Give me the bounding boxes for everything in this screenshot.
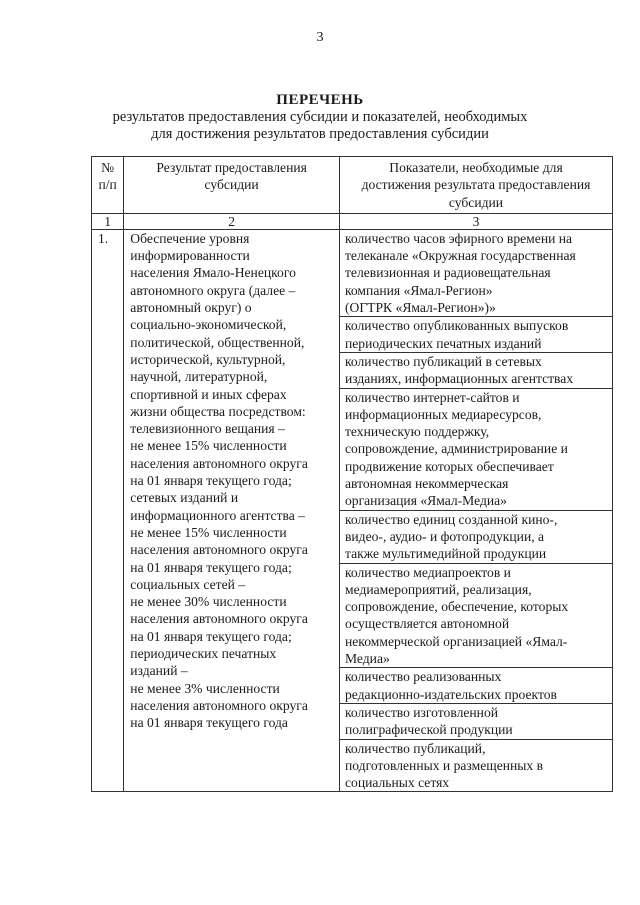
indicators-cell	[339, 229, 612, 792]
result-line: информационного агентства –	[130, 507, 305, 523]
header-result	[124, 157, 340, 214]
indicator-line: количество реализованных	[344, 669, 502, 685]
header-result-line: субсидии	[204, 177, 259, 193]
indicator-line: продвижение которых обеспечивает	[344, 458, 554, 474]
result-line: на 01 января текущего года;	[130, 559, 292, 575]
indicator-item	[340, 511, 612, 564]
table-row	[92, 229, 613, 792]
indicator-line: видео-, аудио- и фотопродукции, а	[344, 528, 545, 544]
indicator-line: компания «Ямал-Регион»	[344, 282, 493, 298]
result-line: на 01 января текущего года	[130, 715, 288, 731]
result-line: не менее 15% численности	[130, 524, 287, 540]
indicator-item	[340, 704, 612, 740]
result-line: населения автономного округа	[130, 697, 308, 713]
indicator-line: информационных медиаресурсов,	[344, 406, 542, 422]
indicator-line: изданиях, информационных агентствах	[344, 371, 574, 387]
indicator-line: Медиа»	[344, 651, 390, 667]
indicator-line: техническую поддержку,	[344, 424, 490, 440]
indicator-item	[340, 564, 612, 669]
indicator-line: сопровождение, администрирование и	[344, 441, 568, 457]
result-line: информированности	[130, 248, 250, 264]
indicator-line: периодических печатных изданий	[344, 335, 542, 351]
indicator-item	[340, 668, 612, 704]
indicator-line: количество часов эфирного времени на	[344, 230, 573, 246]
header-num-line: №	[101, 160, 115, 175]
result-line: автономного округа (далее –	[130, 282, 296, 298]
result-line: населения автономного округа	[130, 455, 308, 471]
result-line: населения автономного округа	[130, 542, 308, 558]
results-table	[91, 156, 613, 792]
indicator-line: редакционно-издательских проектов	[344, 686, 557, 702]
indicator-line: осуществляется автономной	[344, 616, 510, 632]
result-line: не менее 3% численности	[130, 680, 280, 696]
result-line: социально-экономической,	[130, 317, 287, 333]
header-indicators-line: достижения результата предоставления	[361, 177, 591, 193]
column-number: 3	[339, 213, 612, 229]
header-indicators-line: Показатели, необходимые для	[389, 160, 563, 175]
column-number: 2	[124, 213, 340, 229]
result-line: политической, общественной,	[130, 334, 305, 350]
subtitle-line: для достижения результатов предоставления субсидии	[151, 126, 489, 142]
indicator-line: также мультимедийной продукции	[344, 546, 547, 562]
result-line: социальных сетей –	[130, 576, 246, 592]
indicator-line: автономная некоммерческая	[344, 476, 509, 492]
indicator-line: полиграфической продукции	[344, 722, 513, 738]
header-result-line: Результат предоставления	[156, 160, 307, 175]
indicator-line: количество опубликованных выпусков	[344, 318, 569, 334]
header-num	[92, 157, 124, 214]
header-num-line: п/п	[98, 177, 117, 193]
indicator-line: количество интернет-сайтов и	[344, 389, 520, 405]
indicator-line: сопровождение, обеспечение, которых	[344, 599, 569, 615]
result-line: телевизионного вещания –	[130, 421, 285, 437]
result-line: на 01 января текущего года;	[130, 628, 292, 644]
indicator-line: количество изготовленной	[344, 704, 499, 720]
header-row	[92, 157, 613, 214]
indicator-line: (ОГТРК «Ямал-Регион»)»	[344, 300, 496, 316]
indicator-line: количество медиапроектов и	[344, 564, 511, 580]
result-line: Обеспечение уровня	[130, 230, 250, 246]
result-line: на 01 января текущего года;	[130, 473, 292, 489]
header-indicators	[339, 157, 612, 214]
indicator-line: организация «Ямал-Медиа»	[344, 493, 507, 509]
indicator-line: количество единиц созданной кино-,	[344, 511, 558, 527]
indicator-item	[340, 740, 612, 792]
indicator-line: медиамероприятий, реализация,	[344, 581, 532, 597]
header-indicators-line: субсидии	[448, 194, 504, 210]
indicator-line: количество публикаций,	[344, 740, 486, 756]
indicator-line: телевизионная и радиовещательная	[344, 265, 551, 281]
column-number-row	[92, 213, 613, 229]
row-number: 1.	[92, 229, 124, 792]
result-line: автономный округ) о	[130, 300, 252, 316]
result-line: жизни общества посредством:	[130, 403, 306, 419]
page-number: 3	[316, 30, 324, 45]
result-line: научной, литературной,	[130, 369, 268, 385]
result-line: периодических печатных	[130, 646, 277, 662]
indicator-item	[340, 230, 612, 317]
indicator-line: некоммерческой организацией «Ямал-	[344, 633, 568, 649]
result-cell	[124, 229, 340, 792]
indicator-item	[340, 389, 612, 511]
result-line: населения Ямало-Ненецкого	[130, 265, 296, 281]
indicator-item	[340, 317, 612, 353]
result-line: изданий –	[130, 663, 188, 679]
subtitle-line: результатов предоставления субсидии и показателей, необходимых	[112, 109, 528, 125]
result-line: не менее 15% численности	[130, 438, 287, 454]
result-line: спортивной и иных сферах	[130, 386, 287, 402]
result-line: исторической, культурной,	[130, 351, 286, 367]
indicator-line: телеканале «Окружная государственная	[344, 248, 576, 264]
column-number: 1	[92, 213, 124, 229]
result-line: сетевых изданий и	[130, 490, 239, 506]
indicator-line: подготовленных и размещенных в	[344, 757, 544, 773]
document-title: ПЕРЕЧЕНЬ	[276, 92, 364, 108]
indicator-line: количество публикаций в сетевых	[344, 353, 542, 369]
indicator-line: социальных сетях	[344, 775, 450, 791]
result-line: не менее 30% численности	[130, 594, 287, 610]
indicator-item	[340, 353, 612, 389]
result-line: населения автономного округа	[130, 611, 308, 627]
document-subtitle	[100, 109, 540, 143]
